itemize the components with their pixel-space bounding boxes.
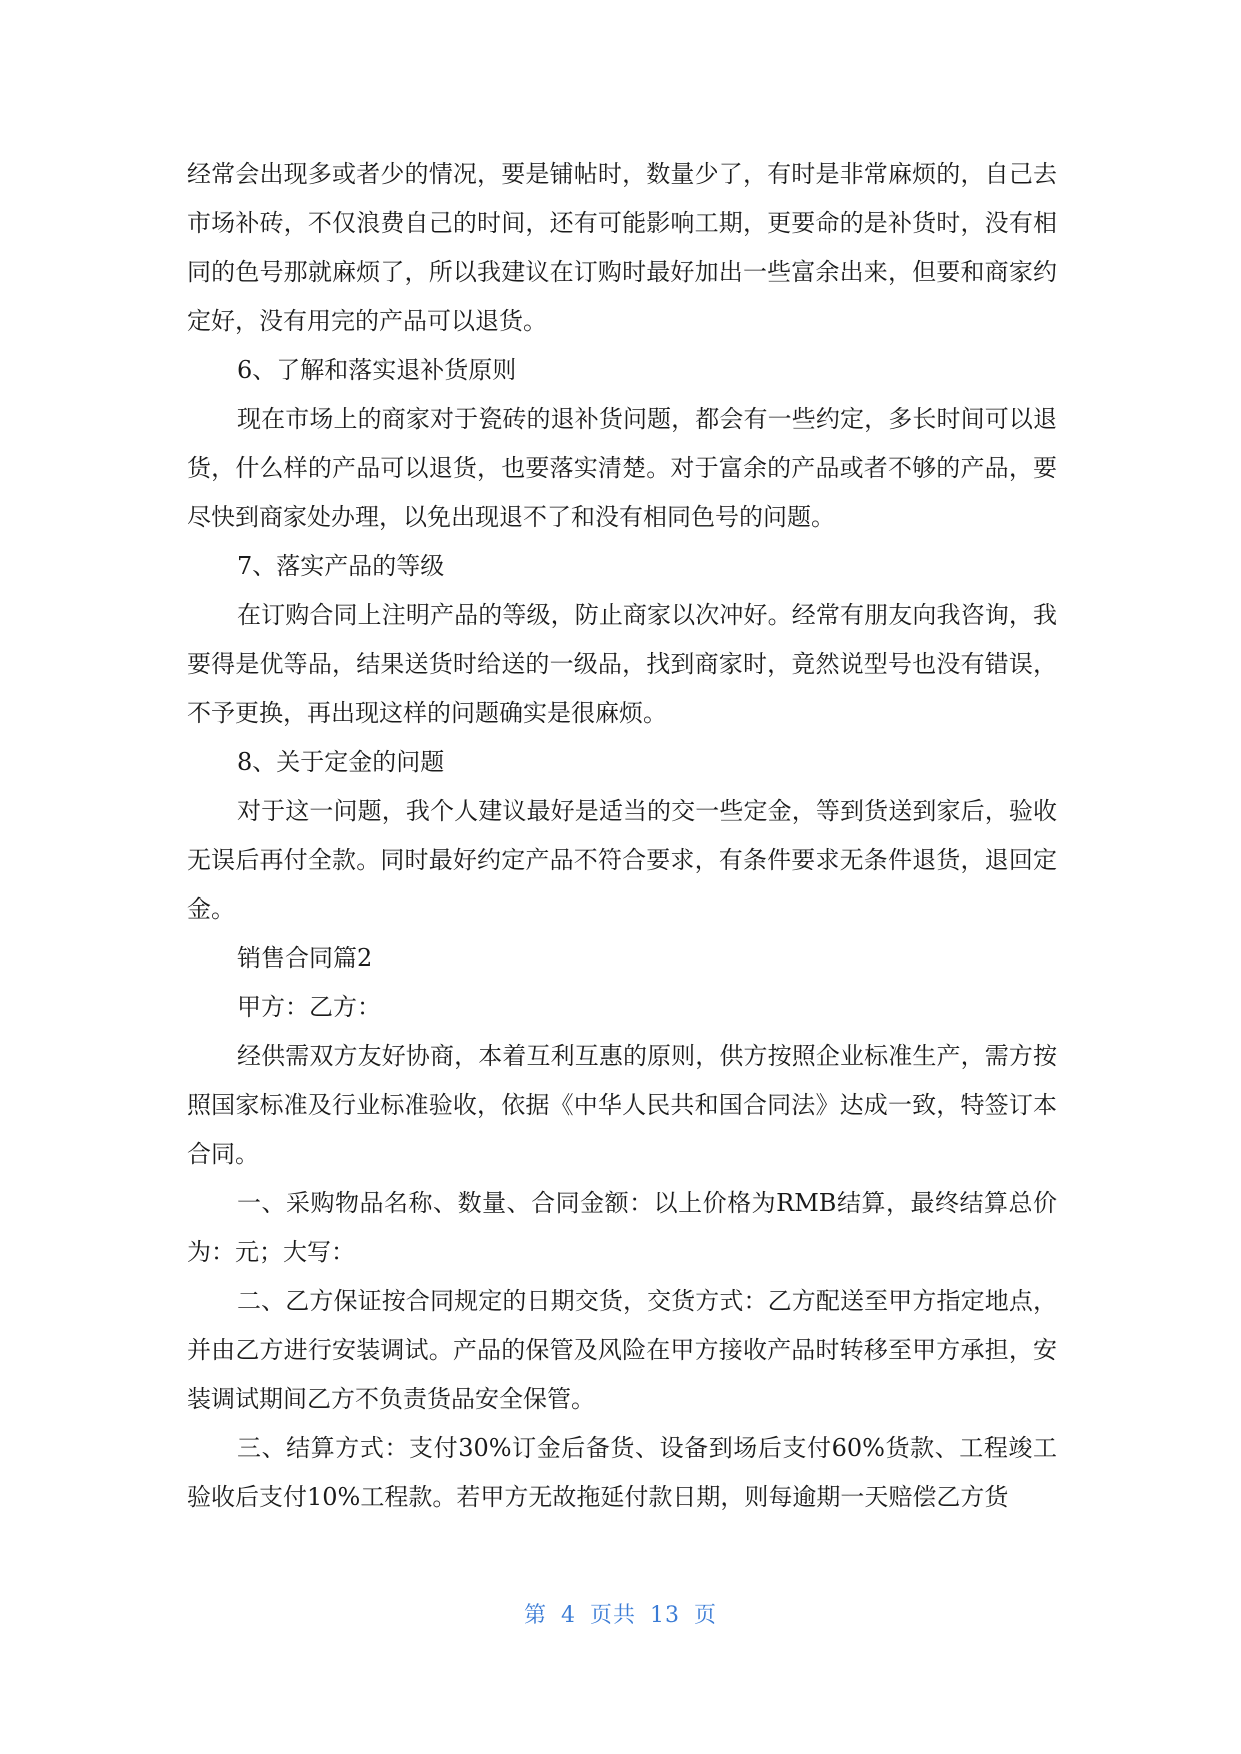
footer-prefix: 第	[523, 1603, 547, 1628]
footer-current-page: 4	[560, 1603, 576, 1628]
heading-return-policy: 6、了解和落实退补货原则	[237, 356, 517, 384]
contract-parties: 甲方：乙方：	[237, 993, 381, 1021]
paragraph-contract-preamble: 经供需双方友好协商，本着互利互惠的原则，供方按照企业标准生产，需方按照国家标准及行业标准验收，依据《中华人民共和国合同法》达成一致，特签订本合同。	[187, 1042, 1057, 1168]
paragraph-tile-quantity: 经常会出现多或者少的情况，要是铺帖时，数量少了，有时是非常麻烦的，自己去市场补砖，不仅浪费自己的时间，还有可能影响工期，更要命的是补货时，没有相同的色号那就麻烦了，所以我建议在订购时最好加出一些富余出来，但要和商家约定好，没有用完的产品可以退货。	[187, 160, 1057, 335]
heading-deposit: 8、关于定金的问题	[237, 748, 445, 776]
page-footer	[0, 1598, 1241, 1629]
paragraph-product-grade: 在订购合同上注明产品的等级，防止商家以次冲好。经常有朋友向我咨询，我要得是优等品，结果送货时给送的一级品，找到商家时，竟然说型号也没有错误，不予更换，再出现这样的问题确实是很麻烦。	[187, 601, 1057, 727]
footer-suffix: 页	[694, 1603, 718, 1628]
section-title-contract-2: 销售合同篇2	[237, 944, 373, 972]
heading-product-grade: 7、落实产品的等级	[237, 552, 445, 580]
paragraph-deposit: 对于这一问题，我个人建议最好是适当的交一些定金，等到货送到家后，验收无误后再付全款。同时最好约定产品不符合要求，有条件要求无条件退货，退回定金。	[187, 797, 1057, 923]
clause-3-payment: 三、结算方式：支付30%订金后备货、设备到场后支付60%货款、工程竣工验收后支付10%工程款。若甲方无故拖延付款日期，则每逾期一天赔偿乙方货	[187, 1434, 1057, 1511]
paragraph-return-policy: 现在市场上的商家对于瓷砖的退补货问题，都会有一些约定，多长时间可以退货，什么样的产品可以退货，也要落实清楚。对于富余的产品或者不够的产品，要尽快到商家处办理，以免出现退不了和没有相同色号的问题。	[187, 405, 1057, 531]
clause-1-purchase: 一、采购物品名称、数量、合同金额：以上价格为RMB结算，最终结算总价为：元；大写：	[187, 1189, 1057, 1266]
clause-2-delivery: 二、乙方保证按合同规定的日期交货，交货方式：乙方配送至甲方指定地点，并由乙方进行安装调试。产品的保管及风险在甲方接收产品时转移至甲方承担，安装调试期间乙方不负责货品安全保管。	[187, 1287, 1057, 1413]
document-body	[187, 150, 1057, 1522]
footer-total-pages: 13	[650, 1603, 680, 1628]
footer-mid: 页共	[589, 1603, 636, 1628]
